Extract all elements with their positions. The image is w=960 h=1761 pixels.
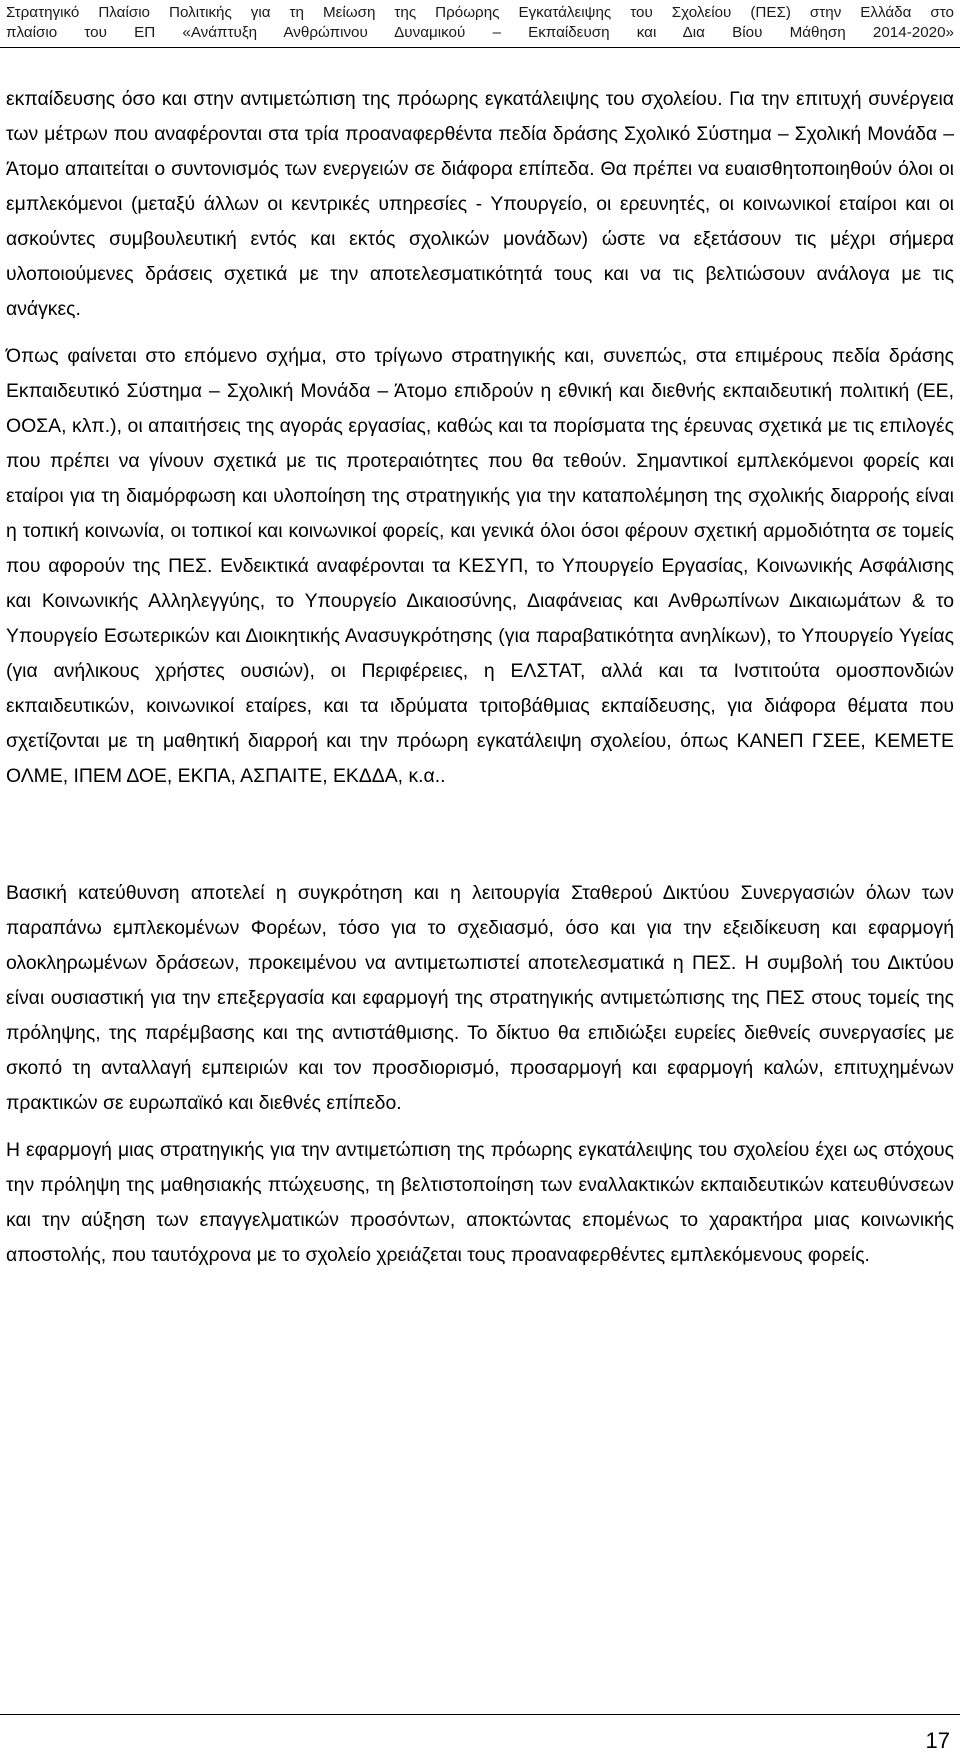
document-body [6, 82, 954, 1285]
page-number: 17 [925, 1728, 950, 1753]
paragraph-coordination: εκπαίδευσης όσο και στην αντιμετώπιση της πρόωρης εγκατάλειψης του σχολείου. Για την επιτυχή συνέργεια των μέτρων που αναφέρονται στα τρία προαναφερθέντα πεδία δράσης Σχολικό Σύστημα – Σχολική Μονάδα – Άτομο απαιτείται ο συντονισμός των ενεργειών σε διάφορα επίπεδα. Θα πρέπει να ευαισθητοποιηθούν όλοι οι εμπλεκόμενοι (μεταξύ άλλων οι κεντρικές υπηρεσίες - Υπουργείο, οι ερευνητές, οι κοινωνικοί εταίροι και οι ασκούντες συμβουλευτική εντός και εκτός σχολικών μονάδων) ώστε να εξετάσουν τις μέχρι σήμερα υλοποιούμενες δράσεις σχετικά με την αποτελεσματικότητά τους και να τις βελτιώσουν ανάλογα με τις ανάγκες. [6, 88, 954, 320]
header-title-line-1: Στρατηγικό Πλαίσιο Πολιτικής για τη Μείωση της Πρόωρης Εγκατάλειψης του Σχολείου (ΠΕΣ) στην Ελλάδα στο [6, 4, 954, 21]
paragraph-strategy-goals: Η εφαρμογή μιας στρατηγικής για την αντιμετώπιση της πρόωρης εγκατάλειψης του σχολείου έχει ως στόχους την πρόληψη της μαθησιακής πτώχευσης, τη βελτιστοποίηση των εναλλακτικών εκπαιδευτικών κατευθύνσεων και την αύξηση των επαγγελματικών προσόντων, αποκτώντας επομένως το χαρακτήρα μιας κοινωνικής αποστολής, που ταυτόχρονα με το σχολείο χρειάζεται τους προαναφερθέντες εμπλεκόμενους φορείς. [6, 1139, 954, 1266]
header-title-line-2: πλαίσιο του ΕΠ «Ανάπτυξη Ανθρώπινου Δυναμικού – Εκπαίδευση και Δια Βίου Μάθηση 2014-2020» [6, 24, 954, 41]
footer-divider [0, 1714, 960, 1715]
page-header [0, 0, 960, 44]
paragraph-cooperation-network: Βασική κατεύθυνση αποτελεί η συγκρότηση και η λειτουργία Σταθερού Δικτύου Συνεργασιών όλων των παραπάνω εμπλεκομένων Φορέων, τόσο για το σχεδιασμό, όσο και για την εξειδίκευση και εφαρμογή ολοκληρωμένων δράσεων, προκειμένου να αντιμετωπιστεί αποτελεσματικά η ΠΕΣ. Η συμβολή του Δικτύου είναι ουσιαστική για την επεξεργασία και εφαρμογή της στρατηγικής αντιμετώπισης της ΠΕΣ στους τομείς της πρόληψης, της παρέμβασης και της αντιστάθμισης. Το δίκτυο θα επιδιώξει ευρείες διεθνείς συνεργασίες με σκοπό τη ανταλλαγή εμπειριών και τον προσδιορισμό, προσαρμογή και εφαρμογή καλών, επιτυχημένων πρακτικών σε ευρωπαϊκό και διεθνές επίπεδο. [6, 882, 954, 1114]
header-divider [0, 47, 960, 48]
paragraph-strategy-triangle: Όπως φαίνεται στο επόμενο σχήμα, στο τρίγωνο στρατηγικής και, συνεπώς, στα επιμέρους πεδία δράσης Εκπαιδευτικό Σύστημα – Σχολική Μονάδα – Άτομο επιδρούν η εθνική και διεθνής εκπαιδευτική πολιτική (ΕΕ, ΟΟΣΑ, κλπ.), οι απαιτήσεις της αγοράς εργασίας, καθώς και τα πορίσματα της έρευνας σχετικά με τις επιλογές που πρέπει να γίνουν σχετικά με τις προτεραιότητες που θα τεθούν. Σημαντικοί εμπλεκόμενοι φορείς και εταίροι για τη διαμόρφωση και υλοποίηση της στρατηγικής για την καταπολέμηση της σχολικής διαρροής είναι η τοπική κοινωνία, οι τοπικοί και κοινωνικοί φορείς, και γενικά όλοι όσοι φέρουν σχετική αρμοδιότητα σε τομείς που αφορούν της ΠΕΣ. Ενδεικτικά αναφέρονται τα ΚΕΣΥΠ, το Υπουργείο Εργασίας, Κοινωνικής Ασφάλισης και Κοινωνικής Αλληλεγγύης, το Υπουργείο Δικαιοσύνης, Διαφάνειας και Ανθρωπίνων Δικαιωμάτων & το Υπουργείο Εσωτερικών και Διοικητικής Ανασυγκρότησης (για παραβατικότητα ανηλίκων), το Υπουργείο Υγείας (για ανήλικους χρήστες ουσιών), οι Περιφέρειες, η ΕΛΣΤΑΤ, αλλά και τα Ινστιτούτα ομοσπονδιών εκπαιδευτικών, κοινωνικοί εταίρεs, και τα ιδρύματα τριτοβάθμιας εκπαίδευσης, για διάφορα θέματα που σχετίζονται με τη μαθητική διαρροή και την πρόωρη εγκατάλειψη σχολείου, όπως ΚΑΝΕΠ ΓΣΕΕ, ΚΕΜΕΤΕ ΟΛΜΕ, ΙΠΕΜ ΔΟΕ, ΕΚΠΑ, ΑΣΠΑΙΤΕ, ΕΚΔΔΑ, κ.α.. [6, 345, 954, 787]
